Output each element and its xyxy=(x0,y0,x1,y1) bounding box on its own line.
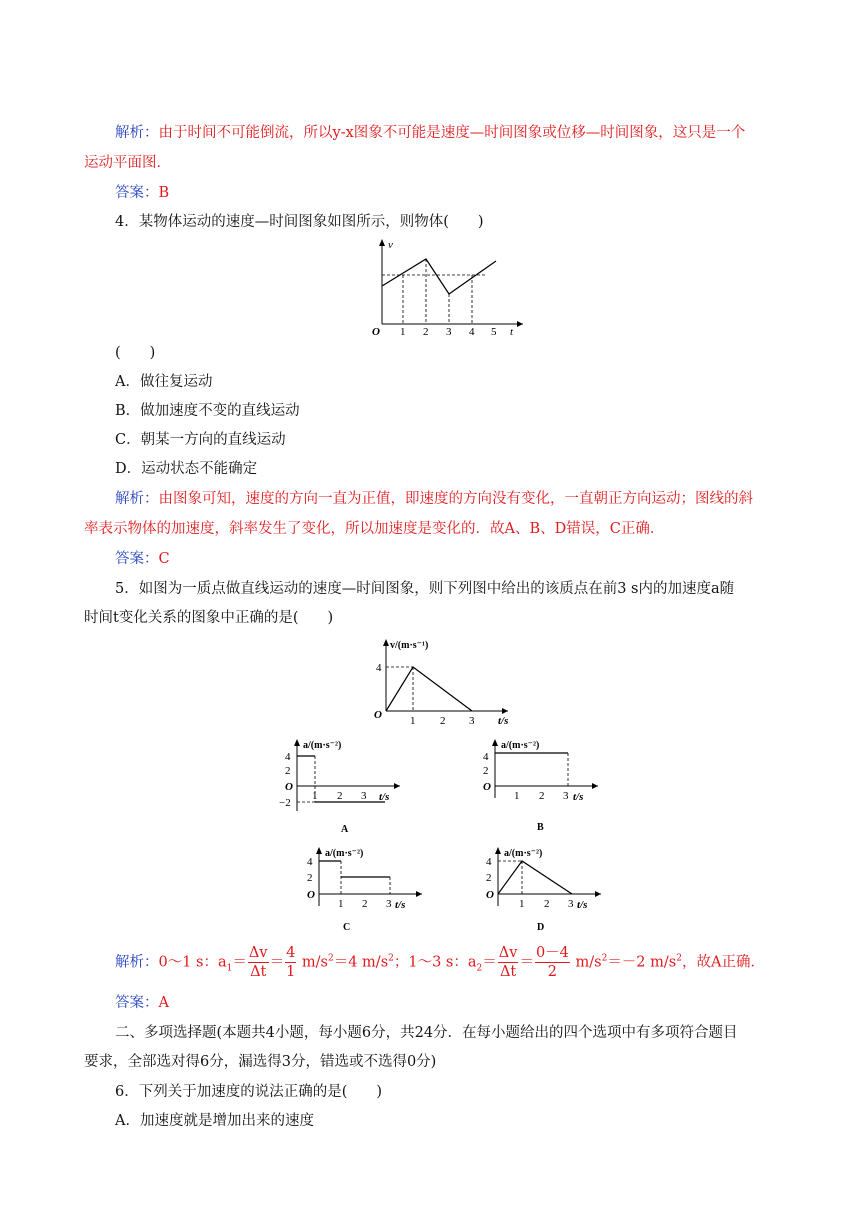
tick-label: 2 xyxy=(440,715,446,727)
question-4-option-c: C．朝某一方向的直线运动 xyxy=(115,432,286,448)
question-4-vt-graph xyxy=(368,236,528,338)
section-2-heading: 二、多项选择题(本题共4小题，每小题6分，共24分．在每小题给出的四个选项中有多项符合题目 xyxy=(115,1025,738,1041)
tick-label: 3 xyxy=(563,790,569,802)
answer-value: A xyxy=(158,995,169,1011)
option-caption: C xyxy=(343,922,351,933)
option-caption: D xyxy=(537,922,545,933)
explanation-4-cont: 率表示物体的加速度，斜率发生了变化，所以加速度是变化的．故A、B、D错误，C正确． xyxy=(84,521,665,537)
x-axis-label: t/s xyxy=(573,791,584,803)
y-axis-label: a/(m·s⁻²) xyxy=(303,740,342,751)
question-6-stem: 6．下列关于加速度的说法正确的是( ) xyxy=(115,1084,383,1100)
question-5-stem: 5．如图为一质点做直线运动的速度—时间图象，则下列图中给出的该质点在前3 s内的加速度a随 xyxy=(115,581,735,597)
tick-label: 1 xyxy=(410,715,416,727)
x-axis-label: t/s xyxy=(379,791,390,803)
y-tick-label: 4 xyxy=(307,856,313,868)
option-a-graph xyxy=(275,736,415,836)
answer-3 xyxy=(115,180,755,207)
question-4-option-d: D．运动状态不能确定 xyxy=(115,461,258,477)
answer-label: 答案： xyxy=(115,185,159,201)
answer-label: 答案： xyxy=(115,551,159,567)
option-c-graph xyxy=(297,844,437,936)
question-4-paren: ( ) xyxy=(115,345,156,361)
y-tick-label: 2 xyxy=(307,872,313,884)
y-axis-label: v xyxy=(388,239,393,251)
section-2-heading-cont: 要求，全部选对得6分，漏选得3分，错选或不选得0分) xyxy=(84,1054,437,1070)
x-axis-label: t/s xyxy=(577,899,588,911)
question-5-vt-graph xyxy=(368,636,518,728)
y-tick-label: 4 xyxy=(486,856,492,868)
tick-label: 3 xyxy=(361,790,367,802)
answer-value: C xyxy=(158,551,170,567)
option-b-graph xyxy=(473,736,613,836)
explanation-text: 由于时间不可能倒流，所以y-x图象不可能是速度—时间图象或位移—时间图象，这只是一个 xyxy=(158,125,746,141)
origin-label: O xyxy=(486,889,494,901)
tick-label: 3 xyxy=(446,326,452,338)
x-axis-label: t/s xyxy=(395,899,406,911)
answer-label: 答案： xyxy=(115,995,159,1011)
answer-4 xyxy=(115,546,755,573)
tick-label: 2 xyxy=(337,790,343,802)
fraction-0-4-over-2: $\frac{0-4}{2}$ xyxy=(535,945,569,980)
x-axis-label: t xyxy=(510,326,514,338)
tick-label: 1 xyxy=(400,326,406,338)
question-4-option-a: A．做往复运动 xyxy=(115,374,213,390)
explanation-5: 解析：0～1 s：$a_1=$ $\frac{\Delta v}{\Delta t}$ ＝ $\frac{4}{1}$ $m/s^2=4$ $m/s^2$；1～3 s：$a_2=$ $\frac{\Delta v}{\Delta t}$ ＝ $\frac{0-4}{2}$ $m/s^2=-2$ $m/s^2$，故A正确． xyxy=(115,945,765,980)
tick-label: 2 xyxy=(362,898,368,910)
explanation-label: 解析： xyxy=(115,491,159,507)
explanation-3-cont: 运动平面图． xyxy=(84,155,171,171)
tick-label: 1 xyxy=(514,790,520,802)
explanation-4 xyxy=(115,486,755,513)
tick-label: 3 xyxy=(469,715,475,727)
y-axis-label: a/(m·s⁻²) xyxy=(325,848,364,859)
explanation-label: 解析： xyxy=(115,125,159,141)
tick-label: 3 xyxy=(386,898,392,910)
origin-label: O xyxy=(307,889,315,901)
y-tick-label: 2 xyxy=(483,765,489,777)
explanation-3 xyxy=(115,120,755,147)
explanation-label: 解析： xyxy=(115,954,159,971)
y-tick-label: 2 xyxy=(486,872,492,884)
origin-label: O xyxy=(372,326,380,338)
option-caption: B xyxy=(537,822,544,833)
tick-label: 4 xyxy=(469,326,475,338)
tick-label: 5 xyxy=(491,326,497,338)
option-d-graph xyxy=(476,844,616,936)
tick-label: 2 xyxy=(423,326,429,338)
fraction-dv-dt: $\frac{\Delta v}{\Delta t}$ xyxy=(248,945,268,980)
y-axis-label: a/(m·s⁻²) xyxy=(501,740,540,751)
origin-label: O xyxy=(285,781,293,793)
y-tick-label: 4 xyxy=(376,662,382,674)
question-5-stem-cont: 时间t变化关系的图象中正确的是( ) xyxy=(84,610,334,626)
tick-label: 1 xyxy=(519,898,525,910)
question-4-stem: 4．某物体运动的速度—时间图象如图所示，则物体( ) xyxy=(115,214,484,230)
tick-label: 2 xyxy=(544,898,550,910)
y-tick-label: 2 xyxy=(285,765,291,777)
answer-5 xyxy=(115,990,755,1017)
y-tick-label: −2 xyxy=(279,797,291,809)
fraction-4-1: $\frac{4}{1}$ xyxy=(286,945,296,980)
origin-label: O xyxy=(483,781,491,793)
tick-label: 3 xyxy=(568,898,574,910)
y-tick-label: 4 xyxy=(483,751,489,763)
y-tick-label: 4 xyxy=(285,751,291,763)
x-axis-label: t/s xyxy=(498,715,509,727)
fraction-dv-dt-2: $\frac{\Delta v}{\Delta t}$ xyxy=(498,945,518,980)
answer-value: B xyxy=(158,185,170,201)
tick-label: 1 xyxy=(312,790,318,802)
question-4-option-b: B．做加速度不变的直线运动 xyxy=(115,403,300,419)
y-axis-label: v/(m·s⁻¹) xyxy=(390,640,429,651)
explanation-text: 由图象可知，速度的方向一直为正值，即速度的方向没有变化，一直朝正方向运动；图线的斜 xyxy=(158,491,753,507)
question-6-option-a: A．加速度就是增加出来的速度 xyxy=(115,1113,314,1129)
option-caption: A xyxy=(341,824,349,835)
tick-label: 2 xyxy=(539,790,545,802)
origin-label: O xyxy=(374,709,382,721)
tick-label: 1 xyxy=(338,898,344,910)
y-axis-label: a/(m·s⁻²) xyxy=(504,848,543,859)
